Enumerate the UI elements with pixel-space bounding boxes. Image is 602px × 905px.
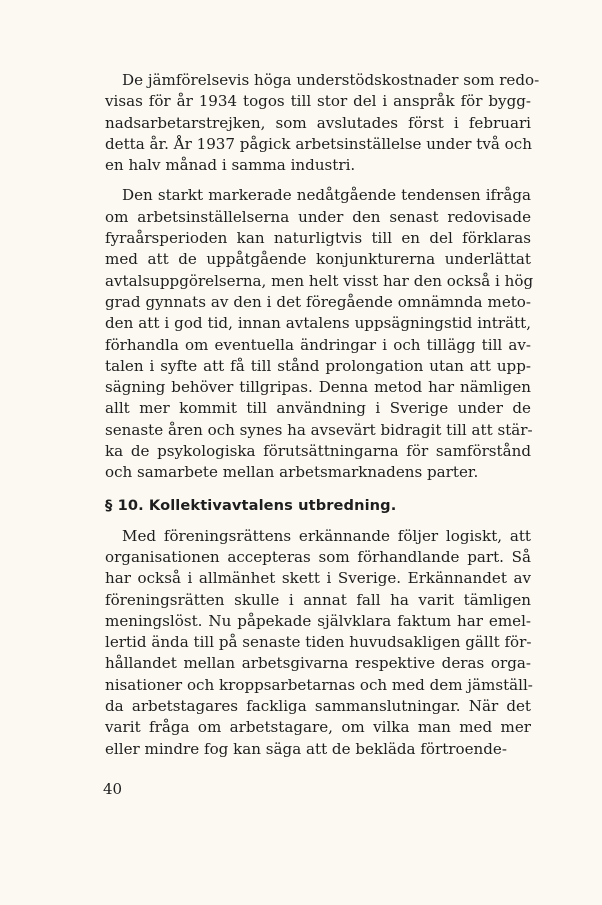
text-line: Den starkt markerade nedåtgående tendensen ifråga: [122, 186, 531, 205]
text-line: hållandet mellan arbetsgivarna respektive deras orga-: [105, 654, 531, 673]
paragraph: [105, 185, 534, 483]
body-text-after-heading: [105, 526, 531, 760]
text-line: sägning behöver tillgripas. Denna metod har nämligen: [105, 378, 531, 397]
text-line: med att de uppåtgående konjunkturerna underlättat: [105, 250, 531, 269]
body-text-before-heading: [105, 70, 540, 484]
text-line: nisationer och kroppsarbetarnas och med dem jämställ-: [105, 675, 533, 694]
text-line: har också i allmänhet skett i Sverige. Erkännandet av: [105, 569, 531, 588]
paragraph: [105, 526, 531, 760]
text-line: den att i god tid, innan avtalens uppsägningstid inträtt,: [105, 314, 531, 333]
text-line: fyraårsperioden kan naturligtvis till en del förklaras: [105, 229, 531, 248]
section-heading: § 10. Kollektivavtalens utbredning.: [105, 496, 397, 514]
text-line: grad gynnats av den i det föregående omnämnda meto-: [105, 292, 531, 311]
text-line: organisationen accepteras som förhandlande part. Så: [105, 547, 531, 566]
text-line: en halv månad i samma industri.: [105, 156, 356, 175]
page-body: [105, 70, 540, 760]
text-line: eller mindre fog kan säga att de bekläda förtroende-: [105, 739, 507, 758]
text-line: meningslöst. Nu påpekade självklara faktum har emel-: [105, 611, 531, 630]
text-line: ka de psykologiska förutsättningarna för samförstånd: [105, 442, 531, 461]
text-line: De jämförelsevis höga understödskostnader som redo-: [122, 71, 540, 89]
paragraph: [105, 70, 540, 176]
text-line: om arbetsinställelserna under den senast redovisade: [105, 207, 531, 226]
text-line: allt mer kommit till användning i Sverige under de: [105, 399, 531, 418]
text-line: visas för år 1934 togos till stor del i anspråk för bygg-: [105, 92, 531, 111]
text-line: föreningsrätten skulle i annat fall ha varit tämligen: [105, 590, 531, 609]
text-line: nadsarbetarstrejken, som avslutades först i februari: [105, 113, 531, 132]
text-line: varit fråga om arbetstagare, om vilka man med mer: [105, 718, 531, 737]
text-line: detta år. År 1937 pågick arbetsinställelse under två och: [105, 134, 532, 153]
text-line: talen i syfte att få till stånd prolongation utan att upp-: [105, 356, 531, 375]
text-line: senaste åren och synes ha avsevärt bidragit till att stär-: [105, 420, 533, 439]
text-line: da arbetstagares fackliga sammanslutningar. När det: [105, 697, 531, 716]
page-number: 40: [103, 780, 123, 798]
text-line: Med föreningsrättens erkännande följer logiskt, att: [122, 526, 531, 545]
text-line: avtalsuppgörelserna, men helt visst har den också i hög: [105, 271, 534, 290]
text-line: förhandla om eventuella ändringar i och tillägg till av-: [105, 335, 531, 354]
text-line: lertid ända till på senaste tiden huvudsakligen gällt för-: [105, 633, 532, 652]
text-line: och samarbete mellan arbetsmarknadens parter.: [105, 463, 479, 482]
